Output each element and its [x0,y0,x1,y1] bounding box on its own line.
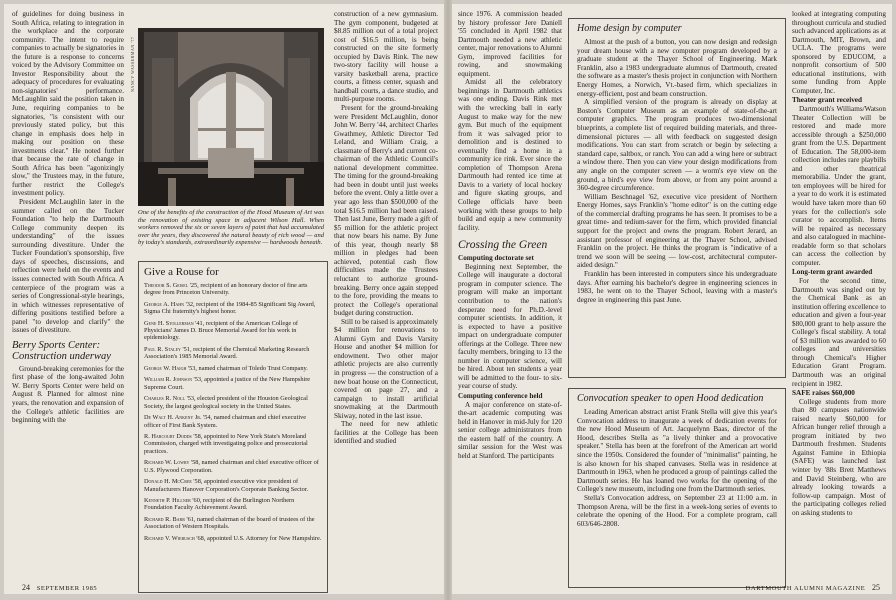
photo-credit: NANCY WASSERMAN '77 [130,36,135,92]
stella-box [568,388,786,588]
issue-date: SEPTEMBER 1985 [36,585,98,592]
paragraph: President McLaughlin later in the summer called on the Tucker Foundation "to help the Dartmouth College community deepen its understanding" of the issues surrounding divestiture. Under the Tucker Foundation's sponsorship, five days of speeches, discussions, and reflection were held on the events and issues connected with South Africa. A centerpiece of the program was a series of Congressional-style hearings, in which witnesses representative of differing positions testified before a panel "to develop and clarify" the issues of divestiture. [12,198,124,335]
rouse-entry-detail: '53, appointed a justice of the New Hampshire Supreme Court. [144,376,311,391]
rouse-entry-detail: '53, named chairman of Toledo Trust Company. [186,364,308,372]
rouse-entry-detail: '61, named chairman of the board of trustees of the Association of Western Hospitals. [144,515,315,531]
rouse-entry-name: Kenneth P. Hillner [144,497,191,505]
give-a-rouse-box [138,261,328,593]
paragraph: of guidelines for doing business in South Africa, relating to integration in the workplace and the corporate community. The intent to require companies to actually be signatories in the future is a response to concerns voiced by the Advisory Committee on Investor Responsibility about the adequacy of procedures for evaluating non-signatories' performance. McLaughlin said the position taken in June, requiring companies to be signatories, "is consistent with our previously stated policy, but this change in emphasis does help in making our position on these investments clear." He noted further that because the rate of change in South Africa has been "agonizingly slow," the Trustees may, in the future, further restrict the College's investment policy. [12,10,124,198]
rouse-entry-detail: '25, recipient of an honorary doctor of fine arts degree from Princeton University. [144,282,308,297]
paragraph: Dartmouth's Williams/Watson Theater Collection will be restored and made more accessible through a $250,000 grant from the U.S. Department of Education. The 58,000-item collection includes rare playbills and other theatrical memorabilia. Under the grant, ten employees will be hired for a year to do work it is estimated would have taken more than 60 years for the collection's sole curator to accomplish. Items will be repaired as necessary and also catalogued in machine-readable form so that scholars can access the collection by computer. [792,105,886,267]
rouse-entry-detail: '58, named chairman and chief executive officer of U.S. Plywood Corporation. [144,459,319,474]
rouse-entry [144,414,322,429]
spread-gutter [444,0,452,600]
paragraph: Stella's Convocation address, on September 23 at 11:00 a.m. in Thompson Arena, will be the first in a week-long series of events to celebrate the opening of the Hood. For a complete program, call 603/646-2808. [577,493,777,528]
rouse-entry-name: George W. Haigh [144,364,187,372]
paragraph: Beginning next September, the College will inaugurate a doctoral program in computer science. The program will make an important contribution to the nation's desperate need for Ph.D.-level computer scientists. In addition, it is expected to have a positive impact on undergraduate computer offerings at the College. Three new faculty members, bringing to 13 the number in computer science, will be hired. About ten students a year will be admitted to the four- to six-year course of study. [458,262,562,391]
rouse-entry-detail: '58, appointed executive vice president of Manufacturers Hanover Corporation's Corporate Banking Sector. [144,478,309,493]
paragraph: looked at integrating computing throughout curricula and studied such advanced applications as at Dartmouth, MIT, Brown, and UCLA. The programs were sponsored by EDUCOM, a nonprofit consortium of 500 educational institutions, with some funding from Apple Computer, Inc. [792,10,886,95]
rouse-entry-name: George A. Hahn [144,300,185,308]
rouse-entry [144,497,322,512]
rouse-entry [144,478,322,493]
rouse-entry-detail: '51, recipient of the Chemical Marketing Research Association's 1985 Memorial Award. [144,345,310,361]
photo-illustration [138,28,324,206]
give-a-rouse-title: Give a Rouse for [144,266,219,278]
left-footer [22,583,97,592]
rouse-entry [144,535,322,542]
paragraph: Franklin has been interested in computers since his undergraduate days. After earning his bachelor's degree in engineering sciences in 1983, he went on to the Thayer School, leaving with a master's degree in engineering this past June. [577,270,777,304]
rouse-entry-name: R. Harcourt Dodds [144,433,192,441]
subheading-long-term-grant: Long-term grant awarded [792,268,873,277]
paragraph: Almost at the push of a button, you can now design and redesign your dream house with a new computer program developed by a graduate student at the Thayer School of Engineering. Mark Franklin, also a 1983 undergraduate alumnus of Dartmouth, created the software as a master's thesis project in conjunction with Northern Energy Homes, a Norwich, Vt.-based firm, which specializes in energy-efficient, post and beam construction. [577,38,777,98]
paragraph: A simplified version of the program is already on display at Boston's Computer Museum as an example of state-of-the-art computer graphics. The program produces two-dimensional blueprints, a complete list of required building materials, and three-dimensional pictures — all with feedback on suggested design modifications. You can start from scratch or begin by selecting a standard cape, saltbox, or ranch. You can add a wing here or subtract a window there. Then you can view your design modifications from any angle on the computer screen — a worm's eye view on the ground, a bird's eye view from above, or from any point around a 360-degree circumference. [577,98,777,193]
rouse-entry-detail: '53, elected president of the Houston Geological Society, the largest geological society in the United States. [144,395,308,410]
rouse-entry-detail: '58, appointed to New York State's Moreland Commission, charged with investigating police and prosecutorial practices. [144,433,308,455]
rouse-entry [144,301,322,316]
rouse-entry [144,459,322,474]
rouse-entry-detail: '60, recipient of the Burlington Northern Foundation Faculty Achievement Award. [144,497,295,512]
paragraph: since 1976. A commission headed by history professor Jere Daniell '55 concluded in April 1982 that Dartmouth needed a new athletic center, major renovations to Alumni Gym, improved facilities for rowing, and snowmaking equipment. [458,10,562,78]
home-design-box [568,18,786,378]
rouse-entry-detail: '54, named chairman and chief executive officer of First Bank System. [144,414,307,429]
rouse-entry [144,516,322,531]
rouse-entry-name: Paul R. Staley [144,345,181,353]
paragraph: construction of a new gymnasium. The gym component, budgeted at $8.85 million out of a total project cost of $16.5 million, is being constructed on the site formerly occupied by Davis Rink. The new two-story facility will house a varsity basketball arena, practice courts, a fitness center, squash and handball courts, a dance studio, and multi-purpose rooms. [334,10,438,104]
rouse-entry-name: Charles R. Noll [144,395,186,403]
paragraph: Still to be raised is approximately $4 million for renovations to Alumni Gym and Davis Varsity House and another $4 million for endowment. Two other major athletic projects are also currently in progress — the construction of a new boat house on the Connecticut, covered on page 27, and a campaign to install artificial snowmaking at the Dartmouth Skiway, noted in the last issue. [334,317,438,420]
right-column-1 [458,10,562,578]
rouse-entry [144,282,322,297]
left-page [4,4,444,594]
rouse-list [144,282,322,542]
subheading-safe: SAFE raises $60,000 [792,389,855,398]
magazine-name: DARTMOUTH ALUMNI MAGAZINE [745,585,866,592]
right-page [452,4,892,594]
paragraph: Present for the ground-breaking were President McLaughlin, donor John W. Berry '44, architect Charles Gwathmey, Athletic Director Ted Leland, and William Craig, a classmate of Berry's and current co-chairman of the Athletic Council's national development committee. The timing for the ground-breaking had been in doubt until just weeks before the event. Only a little over a year ago less than $500,000 of the total $16.5 million had been raised. Then last June, Berry made a gift of $5 million for the athletic project that now bears his name. By June of this year, though nearly $8 million in pledges had been achieved, potential cash flow difficulties made the Trustees reluctant to authorize ground-breaking. Berry once again stepped to the fore, providing the means to protect the College's operational budget during construction. [334,104,438,318]
right-column-4 [792,10,886,578]
photo-caption: One of the benefits of the construction of the Hood Museum of Art was the renovation of existing space in adjacent Wilson Hall. When workers removed the six or seven layers of paint that had accumulated over the years, they discovered the natural beauty of rich wood — and by today's standards, extraordinarily expensive — hardwoods beneath. [138,209,324,247]
rouse-entry-name: William R. Johnson [144,376,192,384]
paragraph: William Beschnagel '62, executive vice president of Northern Energy Homes, says Franklin's "home editor" is on the cutting edge of the commercial drafting programs he has seen. It promises to be a great time- and tedium-saver for the firm, which provided financial support for the project and owns the program. Robert Jerard, an assistant professor of engineering at the Thayer School, advised Franklin on the project. He thinks the program is "indicative of a trend we soon will be seeing — low-cost, architectural computer-aided design." [577,192,777,270]
rouse-entry-name: Richard V. Wiebusch [144,534,195,542]
paragraph: Amidst all the celebratory beginnings in Dartmouth athletics was one ending. Davis Rink met with the wrecking ball in early August to make way for the new gym. But much of the equipment from it was salvaged prior to demolition and is destined to eventually find a home in a community ice rink. Ever since the completion of Thompson Arena Dartmouth had rented ice time at Davis to a variety of local hockey and figure skating groups, and College officials have been working with these groups to help build and equip a new community facility. [458,78,562,232]
rouse-entry-name: Richard W. Lowry [144,459,190,467]
subheading-computing-conference: Computing conference held [458,391,543,400]
rouse-entry [144,365,322,372]
rouse-entry-name: Richard R. Barr [144,515,185,523]
paragraph: A major conference on state-of-the-art academic computing was held in Hanover in mid-July for 120 senior college administrators from the eastern half of the country. A similar session for the West was held at Stanford. The participants [458,400,562,460]
paragraph: The need for new athletic facilities at the College has been identified and studied [334,420,438,446]
rouse-entry-name: Theodor S. Geisel [144,282,189,289]
rouse-entry [144,346,322,361]
section-heading-crossing: Crossing the Green [458,239,548,252]
paragraph: For the second time, Dartmouth was singled out by the Chemical Bank as an institution offering excellence to education and given a four-year $80,000 grant to help assure the College's fiscal stability. A total of $3 million was awarded to 60 colleges and universities through Chemical's Higher Education Grant Program. Dartmouth was an original recipient in 1982. [792,276,886,388]
page-number-right: 25 [872,583,880,592]
paragraph: Leading American abstract artist Frank Stella will give this year's Convocation address to inaugurate a week of dedication events for the new Hood Museum of Art. Jacquelynn Baas, director of the Hood, describes Stella as "a lively thinker and a provocative speaker." Stella has been at the forefront of the American art world since the 1950s. Considered the founder of "minimalist" painting, he is also known for his shaped canvases. Stella was in residence at Dartmouth in 1963, when he produced a group of paintings called the Dartmouth series. He has loaned two works for the opening of the College's new museum, including one from the Dartmouth series. [577,408,778,494]
rouse-entry-name: De Walt H. Ankeny Jr. [144,414,202,422]
paragraph: Ground-breaking ceremonies for the first phase of the long-awaited John W. Berry Sports Center were held on August 8. Planned for almost nine years, the renovation and expansion of the College's athletic facilities are beginning with the [12,364,124,425]
rouse-entry [144,395,322,410]
home-design-title: Home design by computer [577,23,682,34]
rouse-entry-detail: '41, recipient of the American College of Physicians' James D. Bruce Memorial Award for his work in epidemiology. [144,319,298,342]
rouse-entry-detail: '32, recipient of the 1984-85 Significant Sig Award, Sigma Chi fraternity's highest honor. [144,300,316,316]
rouse-entry [144,320,322,342]
stella-title: Convocation speaker to open Hood dedication [577,393,764,404]
wilson-hall-photo [138,28,324,206]
paragraph: College students from more than 80 campuses nationwide raised nearly $60,000 for African hunger relief through a program initiated by two Dartmouth freshmen. Students Against Famine in Ethiopia (SAFE) was launched last winter by '88s Brett Matthews and David Steinberg, who are already looking towards a follow-up campaign. Most of the participating colleges relied on asking students to [792,397,886,517]
rouse-entry-name: Donald H. McCree [144,478,192,486]
rouse-entry [144,376,322,391]
section-heading-berry: Berry Sports Center: Construction underway [12,339,111,362]
right-footer [746,583,880,592]
page-number-left: 24 [22,583,30,592]
subheading-theater-grant: Theater grant received [792,96,862,105]
left-column-3 [334,10,438,578]
rouse-entry-detail: '68, appointed U.S. Attorney for New Hampshire. [194,534,322,542]
subheading-computing-doctorate: Computing doctorate set [458,254,534,263]
left-column-1 [12,10,124,578]
rouse-entry-name: Gene H. Stollerman [144,319,194,327]
rouse-entry [144,433,322,455]
